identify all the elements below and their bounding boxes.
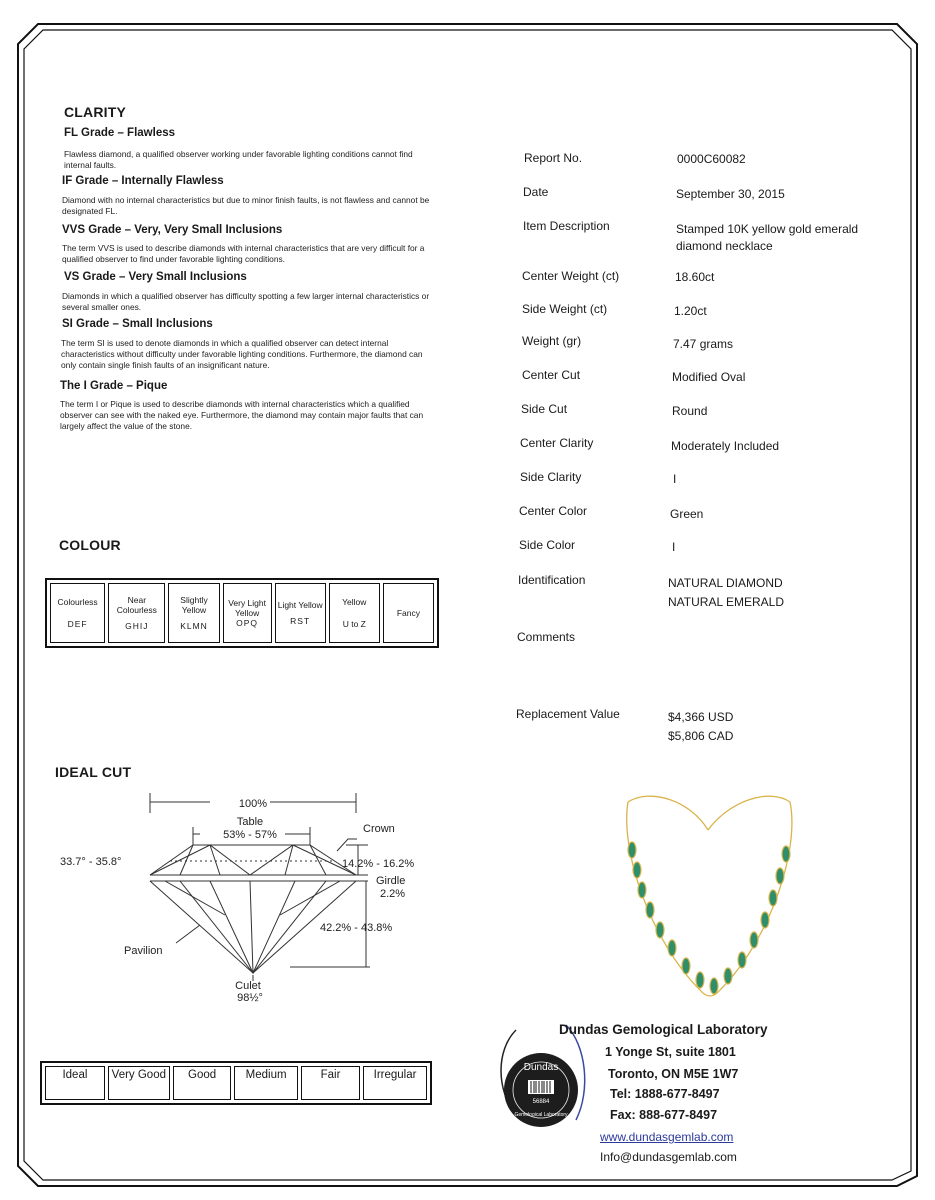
colour-heading: COLOUR [59,537,121,553]
grade-if-title: IF Grade – Internally Flawless [62,175,224,187]
colour-cell-label: Fancy [396,608,420,618]
diagram-culet-label: Culet [235,980,261,992]
diagram-girdle-value: 2.2% [380,888,406,900]
clarity-heading: CLARITY [64,104,127,120]
lab-address-1: 1 Yonge St, suite 1801 [605,1045,736,1059]
side-weight-label: Side Weight (ct) [522,302,608,316]
lab-website-link[interactable]: www.dundasgemlab.com [600,1130,734,1144]
seal-number: 56884 [532,1099,550,1105]
grade-fl-desc: Flawless diamond, a qualified observer working under favorable lighting conditions cannot find internal faults. [64,149,413,170]
center-color-label: Center Color [519,504,588,518]
necklace-photo [610,790,810,1020]
weight-gr-label: Weight (gr) [522,334,582,348]
cut-cell-ideal: Ideal [45,1066,105,1100]
cut-cell-irregular: Irregular [363,1066,427,1100]
center-clarity-value: Moderately Included [671,439,780,453]
colour-cell-near-colourless [108,583,165,643]
ideal-cut-heading: IDEAL CUT [55,764,132,780]
date-label: Date [523,185,549,199]
cut-cell-very-good: Very Good [108,1066,170,1100]
date-value: September 30, 2015 [676,187,785,201]
center-cut-value: Modified Oval [672,370,746,384]
center-cut-label: Center Cut [522,368,581,382]
diagram-crown-height: 14.2% - 16.2% [342,858,415,870]
grade-if-desc: Diamond with no internal characteristics but due to minor finish faults, is not flawless and cannot be designated FL. [62,195,430,216]
center-clarity-label: Center Clarity [520,436,594,450]
grade-fl-title: FL Grade – Flawless [64,127,176,139]
colour-cell-grades: RST [290,616,311,626]
diagram-pavilion-depth: 42.2% - 43.8% [320,922,393,934]
report-no-value: 0000C60082 [677,152,746,166]
lab-fax: Fax: 888-677-8497 [610,1108,718,1122]
colour-cell-light-yellow [275,583,326,643]
center-color-value: Green [670,507,704,521]
side-color-value: I [672,540,676,554]
comments-label: Comments [517,630,576,644]
colour-cell-colourless [50,583,105,643]
colour-cell-label: Colourless [57,597,98,607]
side-cut-label: Side Cut [521,402,568,416]
grade-vs-desc: Diamonds in which a qualified observer has difficulty spotting a few larger internal characteristics or several smaller ones. [62,291,430,312]
colour-cell-very-light-yellow [223,583,272,643]
diagram-girdle-label: Girdle [376,875,406,887]
diagram-crown-label: Crown [363,823,395,835]
diagram-pavilion-label: Pavilion [124,945,163,957]
colour-cell-grades: OPQ [236,618,259,628]
colour-cell-fancy [383,583,434,643]
diamond-cut-diagram [50,785,450,1010]
cut-grade-table [40,1061,432,1105]
diagram-table-label: Table [236,816,264,828]
identification-label: Identification [518,573,586,587]
replacement-value-label: Replacement Value [516,707,620,721]
grade-si-title: SI Grade – Small Inclusions [62,318,213,330]
side-clarity-value: I [673,472,677,486]
side-color-label: Side Color [519,538,576,552]
colour-cell-grades: KLMN [180,621,208,631]
colour-cell-label: Slightly Yellow [180,595,208,615]
diagram-width-label: 100% [238,798,268,810]
colour-cell-label: Light Yellow [277,600,323,610]
colour-cell-grades: U to Z [342,619,366,629]
grade-si-desc: The term SI is used to denote diamonds in which a qualified observer can detect internal characteristics without difficulty under favorable lighting conditions. Furthermore, the diamond can only contain single finish faults of an insignificant nature. [61,338,423,370]
colour-cell-label: Very Light Yellow [228,598,266,618]
lab-address-2: Toronto, ON M5E 1W7 [608,1067,739,1081]
grade-vvs-title: VVS Grade – Very, Very Small Inclusions [62,224,283,236]
weight-gr-value: 7.47 grams [673,337,734,351]
report-no-label: Report No. [524,151,583,165]
grade-vvs-desc: The term VVS is used to describe diamonds with internal characteristics that are very difficult for a qualified observer to find under favorable lighting conditions. [62,243,425,264]
side-clarity-label: Side Clarity [520,470,582,484]
colour-cell-grades: DEF [67,619,88,629]
colour-cell-slightly-yellow [168,583,219,643]
diagram-culet-value: 98½° [237,992,263,1004]
lab-seal [486,1020,596,1140]
lab-email: Info@dundasgemlab.com [600,1150,737,1164]
grade-vs-title: VS Grade – Very Small Inclusions [64,271,247,283]
cut-cell-good: Good [173,1066,232,1100]
replacement-value-value: $4,366 USD $5,806 CAD [668,710,734,743]
side-weight-value: 1.20ct [674,304,707,318]
lab-name: Dundas Gemological Laboratory [559,1022,768,1037]
colour-cell-grades: GHIJ [125,621,149,631]
diagram-crown-angle: 33.7° - 35.8° [60,856,122,868]
identification-value: NATURAL DIAMOND NATURAL EMERALD [668,576,785,609]
lab-tel: Tel: 1888-677-8497 [610,1087,720,1101]
seal-top-text: Dundas [523,1062,559,1073]
cut-cell-medium: Medium [234,1066,298,1100]
grade-i-desc: The term I or Pique is used to describe diamonds with internal characteristics which a qualified observer can see with the naked eye. Furthermore, the diamond may contain major faults that can largely affect the value of the stone. [60,399,424,431]
colour-cell-yellow [329,583,380,643]
center-weight-value: 18.60ct [675,270,715,284]
diagram-table-range: 53% - 57% [223,829,277,841]
cut-cell-fair: Fair [301,1066,360,1100]
seal-bottom-text: Gemological Laboratory [514,1112,568,1118]
item-description-value: Stamped 10K yellow gold emerald diamond necklace [676,222,859,253]
grade-i-title: The I Grade – Pique [60,380,168,392]
colour-scale-table [45,578,439,648]
colour-cell-label: Yellow [342,597,367,607]
item-description-label: Item Description [523,219,610,233]
colour-cell-label: Near Colourless [116,595,157,615]
side-cut-value: Round [672,404,708,418]
center-weight-label: Center Weight (ct) [522,269,620,283]
